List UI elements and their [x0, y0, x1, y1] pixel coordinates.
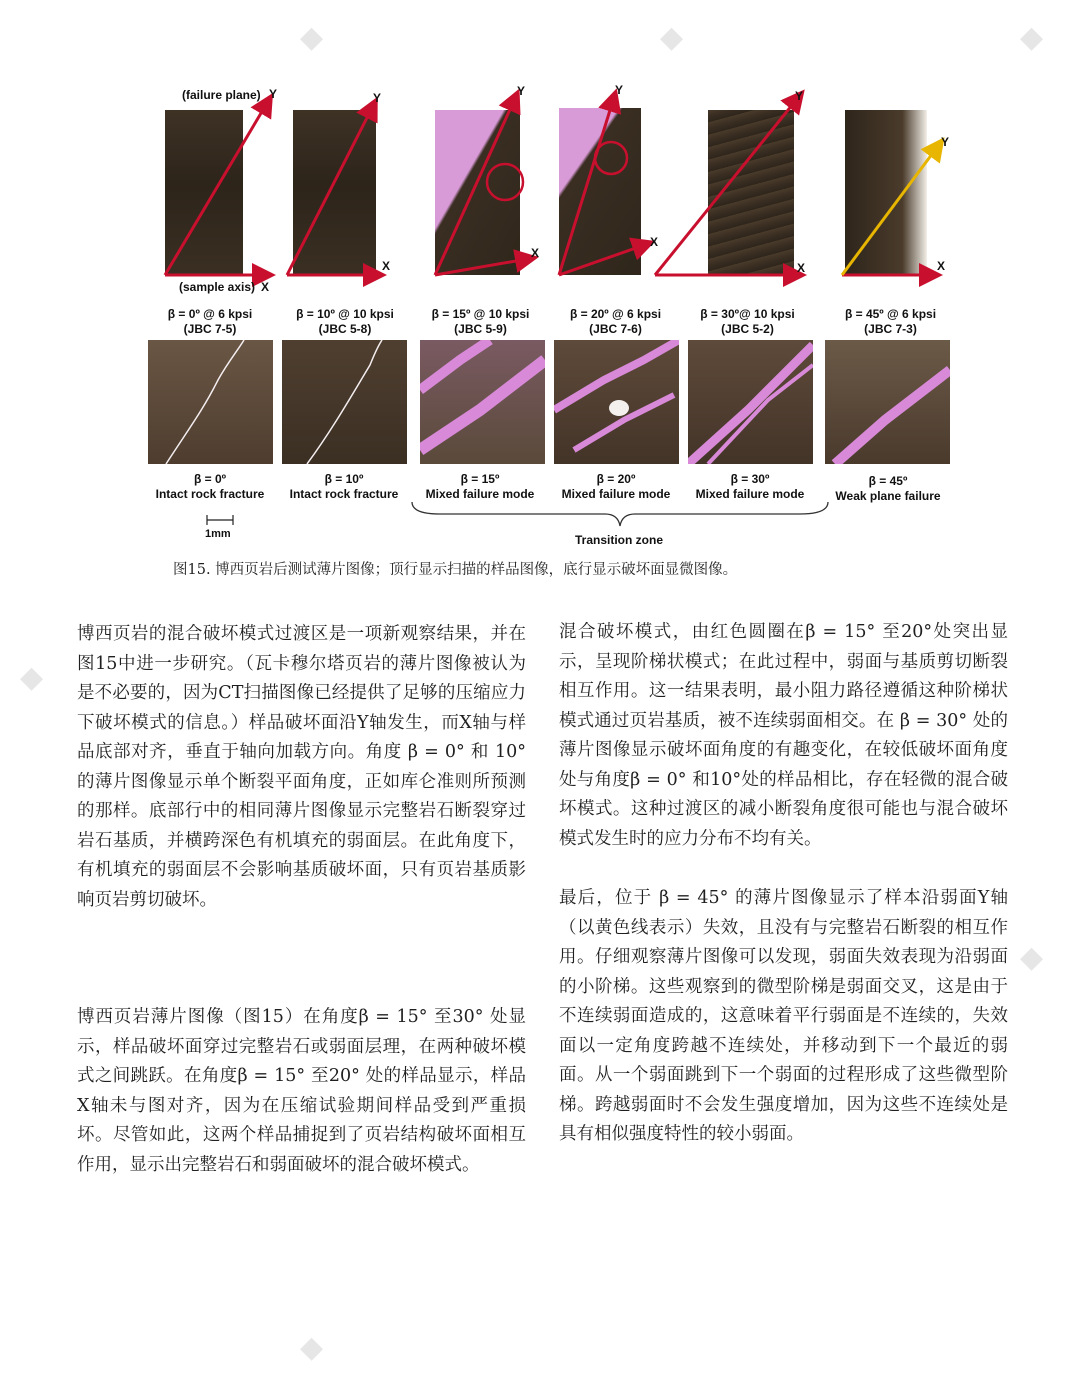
bottom-caption: β = 30º Mixed failure mode: [695, 472, 805, 501]
micrograph-beta-15: [420, 340, 545, 464]
axis-y-label: Y: [269, 87, 278, 101]
micrograph-beta-20: [554, 340, 679, 464]
right-column: [559, 618, 1008, 1150]
top-caption: β = 0º @ 6 kpsi (JBC 7-5): [167, 307, 253, 336]
y-axis-arrow: [435, 94, 517, 275]
micrograph-beta-30: [688, 340, 813, 464]
axis-x-label: X: [650, 235, 659, 249]
sample-axis-label: (sample axis): [179, 280, 256, 294]
scale-bar-label: 1mm: [205, 528, 231, 540]
paragraph: 最后，位于 β = 45° 的薄片图像显示了样本沿弱面Y轴（以黄色线表示）失效，且没有与完整岩石断裂的相互作用。仔细观察薄片图像可以发现，弱面失效表现为沿弱面的小阶梯。这些观察到的微型阶梯是弱面交叉，这是由于不连续弱面造成的，这意味着平行弱面是不连续的，失效面以一定角度跨越不连续处，并移动到下一个最近的弱面。从一个弱面跳到下一个弱面的过程形成了这些微型阶梯。跨越弱面时不会发生强度增加，因为这些不连续处是具有相似强度特性的较小弱面。: [559, 888, 1008, 1144]
paragraph: 博西页岩的混合破坏模式过渡区是一项新观察结果，并在图15中进一步研究。（瓦卡穆尔塔页岩的薄片图像被认为是不必要的，因为CT扫描图像已经提供了足够的压缩应力下破坏模式的信息。）样品破坏面沿Y轴发生，而X轴与样品底部对齐，垂直于轴向加载方向。角度 β = 0° 和 10° 的薄片图像显示单个断裂平面角度，正如库仑准则所预测的那样。底部行中的相同薄片图像显示完整岩石断裂穿过岩石基质，并横跨深色有机填充的弱面层。在此角度下，有机填充的弱面层不会影响基质破坏面，只有页岩基质影响页岩剪切破坏。: [77, 624, 526, 910]
y-axis-arrow-yellow: [842, 142, 941, 275]
scale-bar: [205, 513, 245, 527]
left-column: [77, 620, 526, 1180]
axis-x-label: X: [261, 280, 270, 294]
y-axis-arrow: [287, 102, 375, 275]
bottom-caption: β = 15º Mixed failure mode: [425, 472, 535, 501]
axes-overlay: [145, 80, 955, 300]
y-axis-arrow: [655, 94, 801, 275]
paragraph: 博西页岩薄片图像（图15）在角度β = 15° 至30° 处显示，样品破坏面穿过完整岩石或弱面层理，在两种破坏模式之间跳跃。在角度β = 15° 至20° 处的样品显示，样品X轴未与图对齐，因为在压缩试验期间样品受到严重损坏。尽管如此，这两个样品捕捉到了页岩结构破坏面相互作用，显示出完整岩石和弱面破坏的混合破坏模式。: [77, 1007, 526, 1175]
axis-x-label: X: [531, 246, 540, 260]
top-caption: β = 10º @ 10 kpsi (JBC 5-8): [296, 307, 394, 336]
watermark: ◆: [660, 20, 684, 55]
x-axis-arrow: [435, 258, 533, 275]
axis-x-label: X: [797, 261, 806, 275]
micrograph-beta-45: [825, 340, 950, 464]
watermark: ◆: [20, 660, 44, 695]
failure-plane-label: (failure plane): [182, 88, 261, 102]
top-caption: β = 30º@ 10 kpsi (JBC 5-2): [700, 307, 795, 336]
top-caption: β = 15º @ 10 kpsi (JBC 5-9): [431, 307, 530, 336]
bottom-caption: β = 45º Weak plane failure: [835, 474, 941, 503]
figure-15: [145, 80, 955, 580]
micrograph-beta-10: [282, 340, 407, 464]
micrograph-beta-0: [148, 340, 273, 464]
axis-y-label: Y: [941, 135, 950, 149]
transition-zone-label: Transition zone: [575, 533, 664, 547]
x-axis-arrow: [559, 243, 650, 275]
watermark: ◆: [1020, 20, 1044, 55]
bottom-caption: β = 0º Intact rock fracture: [155, 472, 265, 501]
axis-y-label: Y: [615, 83, 624, 97]
watermark: ◆: [300, 1330, 324, 1365]
axis-x-label: X: [382, 259, 391, 273]
watermark: ◆: [300, 20, 324, 55]
bottom-caption: β = 10º Intact rock fracture: [289, 472, 399, 501]
axis-y-label: Y: [795, 89, 804, 103]
top-caption: β = 20º @ 6 kpsi (JBC 7-6): [569, 307, 662, 336]
figure-caption: 图15. 博西页岩后测试薄片图像；顶行显示扫描的样品图像，底行显示破坏面显微图像。: [173, 562, 738, 578]
axis-y-label: Y: [517, 84, 526, 98]
top-caption: β = 45º @ 6 kpsi (JBC 7-3): [844, 307, 937, 336]
transition-zone-brace: [410, 500, 830, 530]
paragraph: 混合破坏模式，由红色圆圈在β = 15° 至20°处突出显示，呈现阶梯状模式；在此过程中，弱面与基质剪切断裂相互作用。这一结果表明，最小阻力路径遵循这种阶梯状模式通过页岩基质，被不连续弱面相交。在 β = 30° 处的薄片图像显示破坏面角度的有趣变化，在较低破坏面角度处与角度β = 0° 和10°处的样品相比，存在轻微的混合破坏模式。这种过渡区的减小断裂角度很可能也与混合破坏模式发生时的应力分布不均有关。: [559, 622, 1008, 849]
y-axis-arrow: [165, 98, 270, 275]
axis-x-label: X: [937, 259, 946, 273]
mixed-mode-circle: [487, 164, 523, 200]
axis-y-label: Y: [373, 91, 382, 105]
bottom-caption: β = 20º Mixed failure mode: [561, 472, 671, 501]
mixed-mode-circle: [595, 142, 627, 174]
y-axis-arrow: [559, 94, 615, 275]
watermark: ◆: [1020, 940, 1044, 975]
